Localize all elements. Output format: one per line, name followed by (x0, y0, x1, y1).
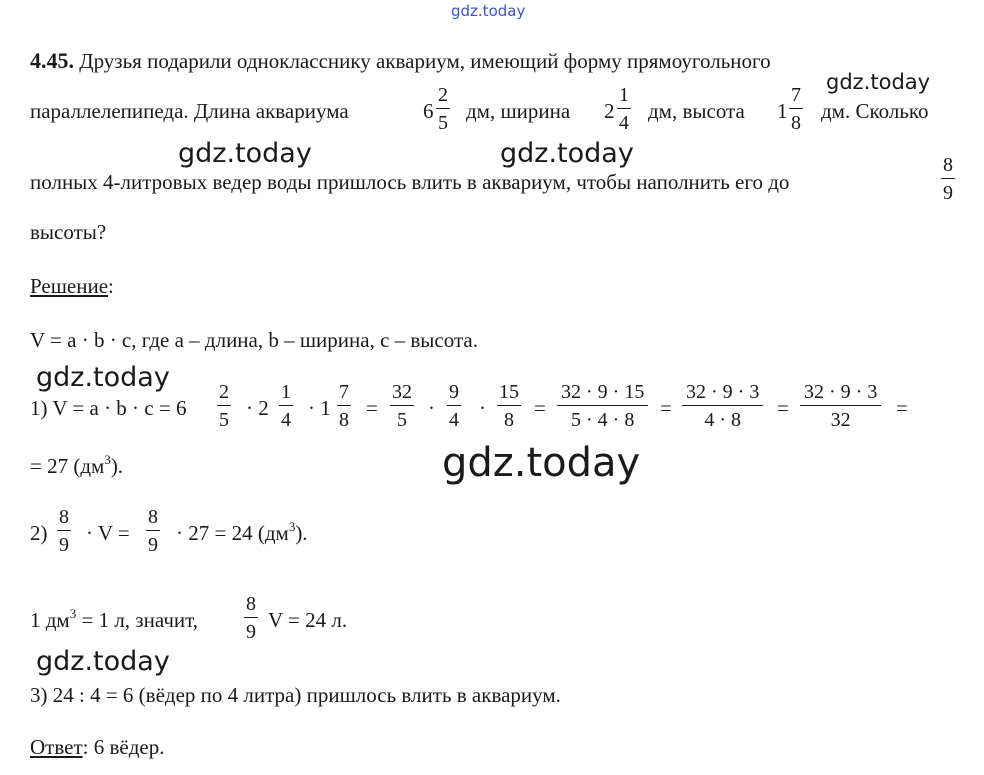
watermark: gdz.today (826, 70, 931, 94)
watermark-large: gdz.today (442, 440, 641, 486)
height-fraction: 7 8 (791, 84, 801, 134)
step3: 3) 24 : 4 = 6 (вёдер по 4 литра) пришлось влить в аквариум. (30, 683, 561, 707)
step1-frac-1: 2 5 (219, 381, 229, 431)
fill-fraction: 8 9 (943, 154, 953, 204)
step1-product-2: 32 · 9 · 3 4 · 8 (682, 382, 763, 430)
solution-heading: Решение: (30, 274, 114, 298)
watermark: gdz.today (36, 646, 170, 677)
answer: Ответ: 6 вёдер. (30, 735, 165, 759)
step1-dot-2: · 2 (246, 396, 269, 420)
step1-frac-2: 1 4 (281, 381, 291, 431)
watermark: gdz.today (500, 138, 634, 169)
problem-line-2b: дм, ширина (466, 99, 571, 123)
length-whole: 6 (423, 99, 434, 123)
problem-line-2d: дм. Сколько (821, 99, 929, 123)
step1-product-3: 32 · 9 · 3 32 (800, 382, 881, 430)
step1-eq-5: = (896, 396, 908, 420)
step1-frac-3: 7 8 (339, 381, 349, 431)
step1-improper-3: 15 8 (499, 381, 519, 431)
problem-line-2a: параллелепипеда. Длина аквариума (30, 99, 349, 123)
step1-dot-a: · (428, 396, 435, 420)
problem-line-2c: дм, высота (648, 99, 745, 123)
watermark: gdz.today (36, 362, 170, 393)
problem-line-4: высоты? (30, 220, 107, 244)
problem-number: 4.45. (30, 48, 74, 73)
step1-improper-1: 32 5 (392, 381, 412, 431)
step1-eq-4: = (777, 396, 789, 420)
problem-line-1 (30, 50, 771, 72)
step1-eq-1: = (366, 396, 378, 420)
height-whole: 1 (777, 99, 788, 123)
step2-frac-2: 8 9 (148, 506, 158, 556)
step1-eq-2: = (534, 396, 546, 420)
step1-eq-3: = (660, 396, 672, 420)
conversion-line: 1 $дм^3 = 1$ л, значит, (30, 606, 198, 632)
width-fraction: 1 4 (619, 84, 629, 134)
step2-tail: · 27 = 24 $(дм^3)$. (176, 519, 308, 545)
width-whole: 2 (604, 99, 615, 123)
step1-result: = 27 $(дм^3)$. (30, 452, 124, 478)
step1-dot-b: · (479, 396, 486, 420)
step2-frac-1: 8 9 (59, 506, 69, 556)
conversion-fraction: 8 9 (246, 593, 256, 643)
step1-dot-3: · 1 (308, 396, 331, 420)
problem-text: Друзья подарили однокласснику аквариум, имеющий форму прямоугольного (79, 49, 771, 73)
problem-line-3: полных 4-литровых ведер воды пришлось влить в аквариум, чтобы наполнить его до (30, 170, 790, 194)
length-fraction: 2 5 (438, 84, 448, 134)
step2-prefix: 2) (30, 521, 48, 545)
conversion-result: V = 24 л. (268, 608, 348, 632)
watermark: gdz.today (178, 138, 312, 169)
watermark-top: gdz.today (451, 2, 526, 20)
step1-prefix: 1) V = a · b · c = 6 (30, 396, 187, 420)
step1-product-1: 32 · 9 · 15 5 · 4 · 8 (557, 382, 648, 430)
step2-mid: · V = (86, 521, 130, 545)
step1-improper-2: 9 4 (449, 381, 459, 431)
volume-formula: V = a · b · c, где a – длина, b – ширина, c – высота. (30, 328, 478, 352)
